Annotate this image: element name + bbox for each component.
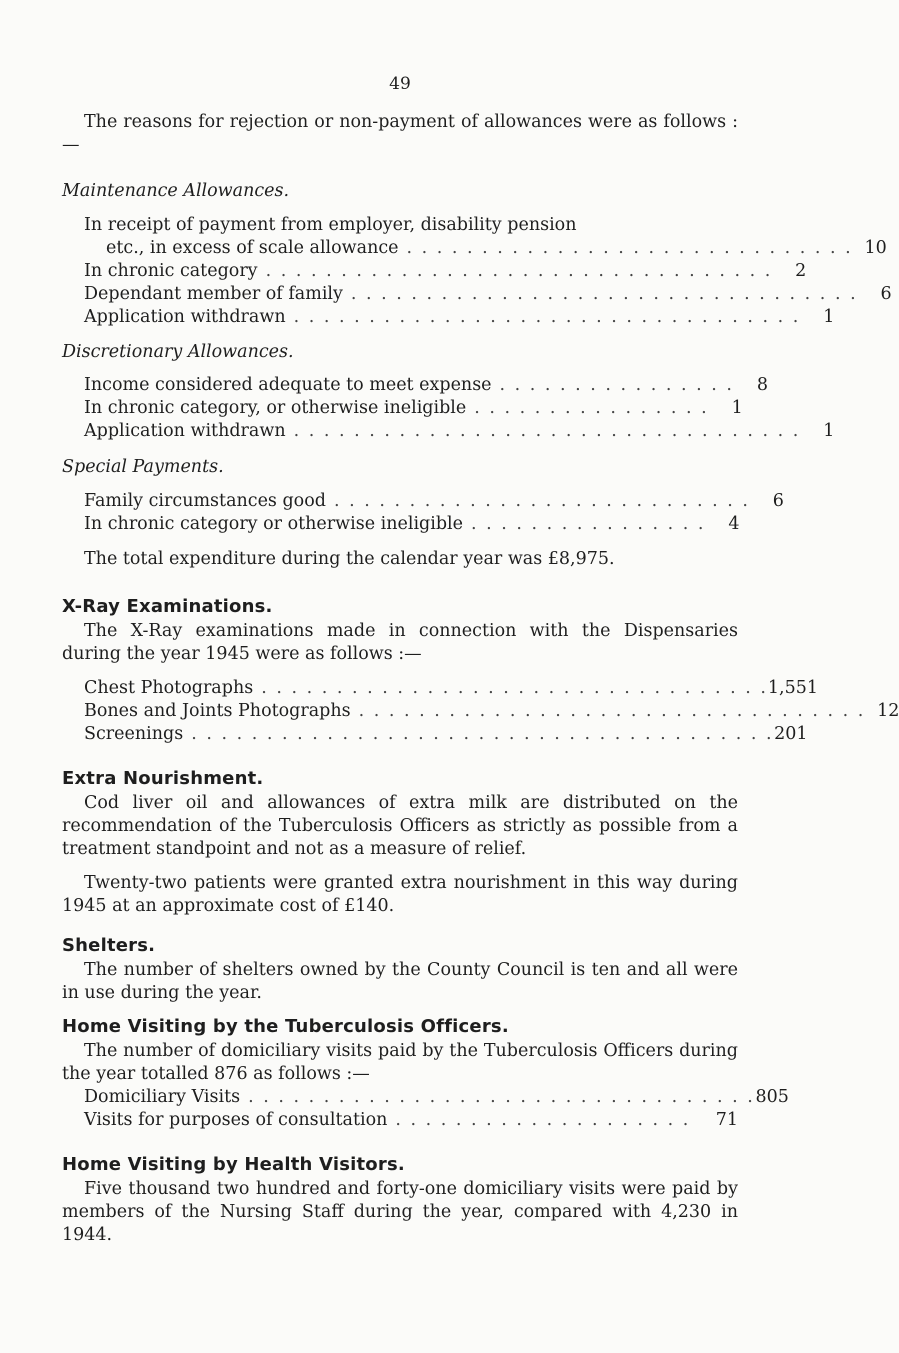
item-label: Bones and Joints Photographs [84,701,351,721]
home-visiting-officers-paragraph: The number of domiciliary visits paid by the Tuberculosis Officers during the year totalled 876 as follows :— [62,1041,738,1084]
list-item: Income considered adequate to meet expense . . . . . . . . . . . . . . . . 8 [84,375,768,395]
item-value: 4 [728,514,740,534]
home-visiting-officers-heading: Home Visiting by the Tuberculosis Officers. [62,1016,509,1037]
home-visiting-health-heading: Home Visiting by Health Visitors. [62,1154,405,1175]
list-item: In chronic category or otherwise ineligible . . . . . . . . . . . . . . . . 4 [84,514,740,534]
list-item: Family circumstances good . . . . . . . . . . . . . . . . . . . . . . . . . . . . 6 [84,491,784,511]
item-label: Domiciliary Visits [84,1087,241,1107]
item-label: Dependant member of family [84,284,343,304]
item-value: 805 [755,1087,789,1107]
item-value: 201 [774,724,808,744]
list-item: Visits for purposes of consultation . . . . . . . . . . . . . . . . . . . . 71 [84,1110,738,1130]
item-value: 1 [823,307,835,327]
item-value: 71 [715,1110,738,1130]
item-value: 2 [795,261,807,281]
list-item: Bones and Joints Photographs . . . . . . . . . . . . . . . . . . . . . . . . . . . . . . . . . . 12 [84,701,899,721]
nourishment-heading: Extra Nourishment. [62,768,264,789]
page-number: 49 [389,74,411,94]
item-label: Application withdrawn [84,307,286,327]
item-value: 8 [756,375,768,395]
special-subheading: Special Payments. [62,457,224,477]
discretionary-subheading: Discretionary Allowances. [62,342,294,362]
list-item: Domiciliary Visits . . . . . . . . . . . . . . . . . . . . . . . . . . . . . . . . . . 805 [84,1087,789,1107]
item-label: Application withdrawn [84,421,286,441]
item-value: 1 [823,421,835,441]
item-label: etc., in excess of scale allowance [106,238,399,258]
list-item: Screenings . . . . . . . . . . . . . . . . . . . . . . . . . . . . . . . . . . . . . . . 201 [84,724,808,744]
item-value: 1 [731,398,743,418]
item-label: Visits for purposes of consultation [84,1110,388,1130]
total-expenditure: The total expenditure during the calendar year was £8,975. [84,549,615,569]
list-item: Dependant member of family . . . . . . . . . . . . . . . . . . . . . . . . . . . . . . . . . . 6 [84,284,892,304]
item-label: In chronic category or otherwise ineligible [84,514,464,534]
item-label: Chest Photographs [84,678,254,698]
item-value: 1,551 [767,678,819,698]
list-item: Application withdrawn . . . . . . . . . . . . . . . . . . . . . . . . . . . . . . . . . . 1 [84,421,835,441]
xray-heading: X-Ray Examinations. [62,596,273,617]
nourishment-paragraph-2: Twenty-two patients were granted extra nourishment in this way during 1945 at an approximate cost of £140. [62,873,738,916]
list-item: Chest Photographs . . . . . . . . . . . . . . . . . . . . . . . . . . . . . . . . . . 1,551 [84,678,819,698]
maintenance-subheading: Maintenance Allowances. [62,181,290,201]
intro-paragraph: The reasons for rejection or non-payment of allowances were as follows :— [62,112,738,155]
item-label: In chronic category [84,261,258,281]
nourishment-paragraph-1: Cod liver oil and allowances of extra milk are distributed on the recommendation of the Tuberculosis Officers as strictly as possible from a treatment standpoint and not as a measure of relief. [62,793,738,859]
item-label: Screenings [84,724,184,744]
maintenance-first-line: In receipt of payment from employer, disability pension [84,215,577,235]
item-label: Family circumstances good [84,491,326,511]
list-item: etc., in excess of scale allowance . . . . . . . . . . . . . . . . . . . . . . . . . . . . . . 10 [84,237,738,260]
item-value: 10 [864,238,887,258]
item-label: In chronic category, or otherwise ineligible [84,398,467,418]
item-value: 12 [877,701,899,721]
item-label: Income considered adequate to meet expense [84,375,492,395]
list-item: In chronic category, or otherwise ineligible . . . . . . . . . . . . . . . . 1 [84,398,743,418]
xray-paragraph: The X-Ray examinations made in connection with the Dispensaries during the year 1945 were as follows :— [62,621,738,664]
shelters-heading: Shelters. [62,935,156,956]
shelters-paragraph: The number of shelters owned by the County Council is ten and all were in use during the year. [62,960,738,1003]
item-value: 6 [880,284,892,304]
list-item: Application withdrawn . . . . . . . . . . . . . . . . . . . . . . . . . . . . . . . . . . 1 [84,307,835,327]
home-visiting-health-paragraph: Five thousand two hundred and forty-one domiciliary visits were paid by members of the Nursing Staff during the year, compared with 4,230 in 1944. [62,1179,738,1245]
item-value: 6 [772,491,784,511]
list-item: In chronic category . . . . . . . . . . . . . . . . . . . . . . . . . . . . . . . . . . 2 [84,261,807,281]
